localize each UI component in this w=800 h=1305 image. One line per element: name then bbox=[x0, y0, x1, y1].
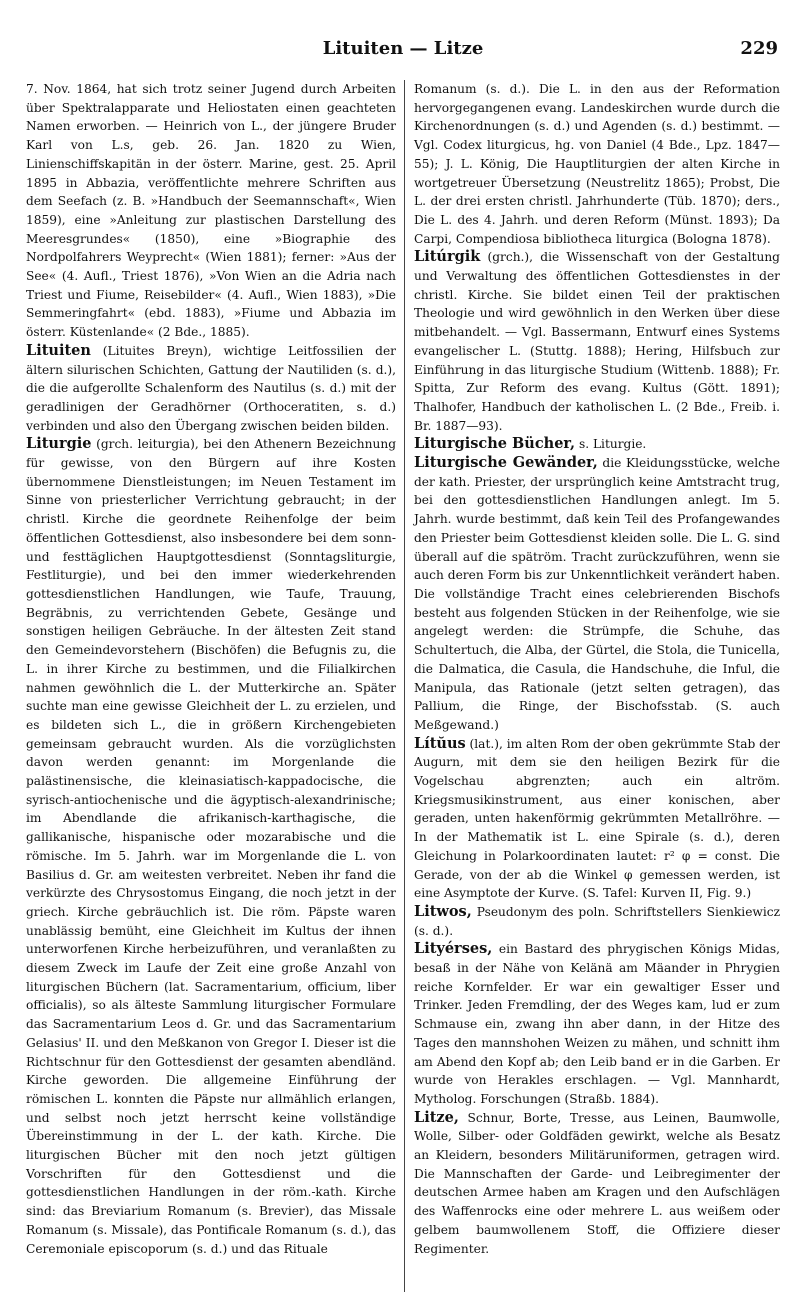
entry-continuation bbox=[26, 80, 396, 342]
entry-text: Schnur, Borte, Tresse, aus Leinen, Baumwolle, Wolle, Silber- oder Goldfäden gewirkt, welche als Besatz an Kleidern, besonders Militäruniformen, getragen wird. Die Mannschaften der Garde- und Leibregimenter der deutschen Armee haben am Kragen und den Aufschlägen des Waffenrocks eine oder mehrere L. aus weißem oder gelbem baumwollenem Stoff, die Offiziere dieser Regimenter. bbox=[414, 1110, 780, 1256]
headword: Lityérses, bbox=[414, 940, 493, 958]
entry-text: (Lituites Breyn), wichtige Leitfossilien der ältern silurischen Schichten, Gattung der Nautiliden (s. d.), die die aufgerollte Schalenform des Nautilus (s. d.) mit der geradlinigen der Geradhörner (Orthoceratiten, s. d.) verbinden und also den Übergang zwischen beiden bilden. bbox=[26, 343, 396, 433]
entry-liturgische-buecher bbox=[414, 435, 780, 454]
entry-text: (lat.), im alten Rom der oben gekrümmte Stab der Augurn, mit dem sie den heiligen Bezirk für die Vogelschau abgrenzten; auch ein altröm. Kriegsmusikinstrument, aus einer konischen, aber geraden, unten hakenförmig gekrümmten Metallröhre. — In der Mathematik ist L. eine Spirale (s. d.), deren Gleichung in Polarkoordinaten lautet: r² φ = const. Die Gerade, von der ab die Winkel φ gemessen werden, ist eine Asymptote der Kurve. (S. Tafel: Kurven II, Fig. 9.) bbox=[414, 736, 780, 901]
entry-litwos bbox=[414, 903, 780, 940]
entry-text: ein Bastard des phrygischen Königs Midas, besaß in der Nähe von Kelänä am Mäander in Phrygien reiche Kornfelder. Er war ein gewaltiger Esser und Trinker. Jeden Fremdling, der des Weges kam, lud er zum Schmause ein, zwang ihn aber dann, in der Hitze des Tages den mannshohen Weizen zu mähen, und schnitt ihm am Abend den Kopf ab; den Leib band er in die Garben. Er wurde von Herakles erschlagen. — Vgl. Mannhardt, Mytholog. Forschungen (Straßb. 1884). bbox=[414, 942, 780, 1106]
right-column bbox=[414, 80, 780, 1258]
entry-text: die Kleidungsstücke, welche der kath. Priester, der ursprünglich keine Amtstracht trug, bei den gottesdienstlichen Handlungen anlegt. Im 5. Jahrh. wurde bestimmt, daß kein Teil des Profangewandes den Priester beim Gottesdienst kleiden solle. Die L. G. sind überall auf die spätröm. Tracht zurückzuführen, wenn sie auch deren Form bis zur Unkenntlichkeit verändert haben. Die vollständige Tracht eines celebrierenden Bischofs besteht aus folgenden Stücken in der Reihenfolge, wie sie angelegt werden: die Strümpfe, die Schuhe, das Schultertuch, die Alba, der Gürtel, die Stola, die Tunicella, die Dalmatica, die Casula, die Handschuhe, die Inful, die Manipula, das Rationale (jetzt selten getragen), das Pallium, die Ringe, der Bischofsstab. (S. auch Meßgewand.) bbox=[414, 456, 780, 732]
entry-lituus bbox=[414, 735, 780, 903]
entry-text: Pseudonym des poln. Schriftstellers Sienkiewicz (s. d.). bbox=[414, 904, 780, 938]
entry-liturgie bbox=[26, 435, 396, 1258]
page-header bbox=[28, 38, 778, 66]
entry-text: 7. Nov. 1864, hat sich trotz seiner Jugend durch Arbeiten über Spektralapparate und Heliostaten einen geachteten Namen erworben. — Heinrich von L., der jüngere Bruder Karl von L.s, geb. 26. Jan. 1820 zu Wien, Linienschiffskapitän in der österr. Marine, gest. 25. April 1895 in Abbazia, veröffentlichte mehrere Schriften aus dem Seefach (z. B. »Handbuch der Seemannschaft«, Wien 1859), eine »Anleitung zur plastischen Darstellung des Meeresgrundes« (1850), eine »Biographie des Nordpolfahrers Weyprecht« (Wien 1881); ferner: »Aus der See« (4. Aufl., Triest 1876), »Von Wien an die Adria nach Triest und Fiume, Reisebilder« (4. Aufl., Wien 1883), »Die Semmeringfahrt« (ebd. 1883), »Fiume und Abbazia im österr. Küstenlande« (2 Bde., 1885). bbox=[26, 82, 396, 340]
entry-text: (grch.), die Wissenschaft von der Gestaltung und Verwaltung des öffentlichen Gottesdienstes in der christl. Kirche. Sie bildet einen Teil der praktischen Theologie und wird gewöhnlich in den Werken über diese mitbehandelt. — Vgl. Bassermann, Entwurf eines Systems evangelischer L. (Stuttg. 1888); Hering, Hilfsbuch zur Einführung in das liturgische Studium (Wittenb. 1888); Fr. Spitta, Zur Reform des evang. Kultus (Gött. 1891); Thalhofer, Handbuch der katholischen L. (2 Bde., Freib. i. Br. 1887—93). bbox=[414, 250, 780, 433]
headword: Lítŭus bbox=[414, 734, 466, 752]
entry-lityerses bbox=[414, 940, 780, 1108]
headword: Litúrgik bbox=[414, 248, 481, 266]
entry-continuation bbox=[414, 80, 780, 248]
headword: Litze, bbox=[414, 1108, 459, 1126]
headword: Lituiten bbox=[26, 341, 91, 359]
headword: Liturgische Bücher, bbox=[414, 435, 576, 453]
page-number: 229 bbox=[740, 38, 778, 59]
entry-text: Romanum (s. d.). Die L. in den aus der Reformation hervorgegangenen evang. Landeskirchen wurde durch die Kirchenordnungen (s. d.) und Agenden (s. d.) bestimmt. — Vgl. Codex liturgicus, hg. von Daniel (4 Bde., Lpz. 1847—55); J. L. König, Die Hauptliturgien der alten Kirche in wortgetreuer Übersetzung (Neustrelitz 1865); Probst, Die L. der drei ersten christl. Jahrhunderte (Tüb. 1870); ders., Die L. des 4. Jahrh. und deren Reform (Münst. 1893); Da Carpi, Compendiosa bibliotheca liturgica (Bologna 1878). bbox=[414, 82, 780, 246]
column-divider bbox=[404, 80, 405, 1292]
entry-text: s. Liturgie. bbox=[575, 437, 647, 452]
running-title: Lituiten — Litze bbox=[322, 38, 484, 59]
headword: Liturgische Gewänder, bbox=[414, 454, 598, 472]
entry-liturgik bbox=[414, 248, 780, 435]
headword: Liturgie bbox=[26, 435, 92, 453]
entry-liturgische-gewaender bbox=[414, 454, 780, 735]
entry-litze bbox=[414, 1109, 780, 1259]
entry-lituiten bbox=[26, 342, 396, 436]
left-column bbox=[26, 80, 396, 1258]
entry-text: (grch. leiturgia), bei den Athenern Bezeichnung für gewisse, von den Bürgern auf ihre Kosten übernommene Dienstleistungen; im Neuen Testament im Sinne von priesterlicher Verrichtung gebraucht; in der christl. Kirche die geordnete Reihenfolge der beim öffentlichen Gottesdienst, also insbesondere bei dem sonn- und festtäglichen Hauptgottesdienst (Sonntagsliturgie, Festliturgie), und bei den immer wiederkehrenden gottesdienstlichen Handlungen, wie Taufe, Trauung, Begräbnis, zu verrichtenden Gebete, Gesänge und sonstigen heiligen Gebräuche. In der ältesten Zeit stand den Gemeindevorstehern (Bischöfen) die Befugnis zu, die L. in ihrer Kirche zu bestimmen, und die Filialkirchen nahmen gewöhnlich die L. der Mutterkirche an. Später suchte man eine gewisse Gleichheit der L. zu erzielen, und es bildeten sich L., die in größern Kirchengebieten gemeinsam gebraucht wurden. Als die vorzüglichsten davon werden genannt: im Morgenlande die palästinensische, die kleinasiatisch-kappadocische, die syrisch-antiochenische und die ägyptisch-alexandrinische; im Abendlande die afrikanisch-karthagische, die gallikanische, hispanische oder mozarabische und die römische. Im 5. Jahrh. war im Morgenlande die L. von Basilius d. Gr. am weitesten verbreitet. Neben ihr fand die verkürzte des Chrysostomus Eingang, die noch jetzt in der griech. Kirche gebräuchlich ist. Die röm. Päpste waren unablässig bemüht, eine Gleichheit im Kultus der ihnen unterworfenen Kirche herbeizuführen, und veranlaßten zu diesem Zweck im Laufe der Zeit eine große Anzahl von liturgischen Büchern (lat. Sacramentarium, officium, liber officialis), so als älteste Sammlung liturgischer Formulare das Sacramentarium Leos d. Gr. und das Sacramentarium Gelasius' II. und den Meßkanon von Gregor I. Dieser ist die Richtschnur für den Gottesdienst der gesamten abendländ. Kirche geworden. Die allgemeine Einführung der römischen L. konnten die Päpste nur allmählich erlangen, und selbst noch jetzt herrscht keine vollständige Übereinstimmung in der L. der kath. Kirche. Die liturgischen Bücher mit den noch jetzt gültigen Vorschriften für den Gottesdienst und die gottesdienstlichen Handlungen in der röm.-kath. Kirche sind: das Breviarium Romanum (s. Brevier), das Missale Romanum (s. Missale), das Pontificale Romanum (s. d.), das Ceremoniale episcoporum (s. d.) und das Rituale bbox=[26, 437, 396, 1256]
headword: Litwos, bbox=[414, 902, 472, 920]
